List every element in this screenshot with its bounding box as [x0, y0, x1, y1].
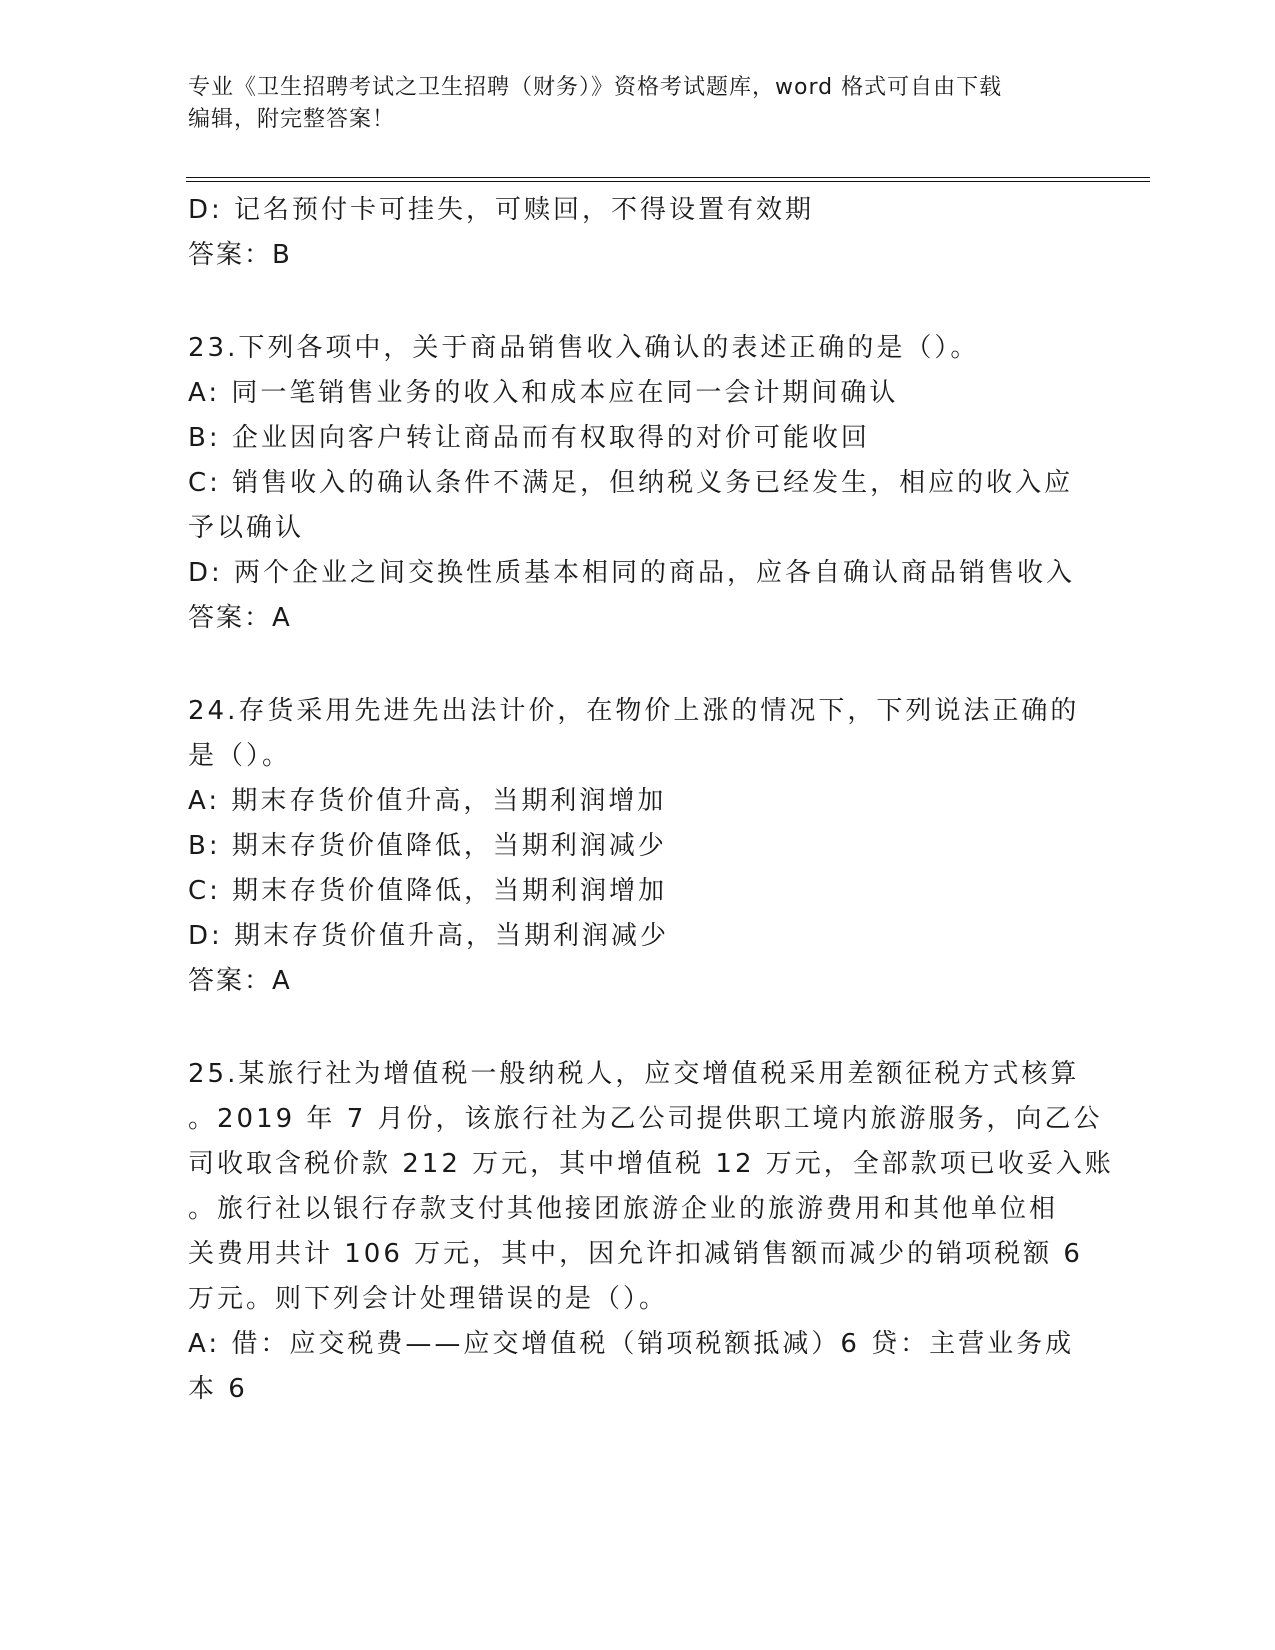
spacer	[188, 641, 1068, 689]
option-d: D: 两个企业之间交换性质基本相同的商品，应各自确认商品销售收入	[188, 558, 1076, 588]
question-stem-continued: 是（）。	[188, 741, 292, 771]
option-c: C: 销售收入的确认条件不满足，但纳税义务已经发生，相应的收入应	[188, 468, 1074, 498]
spacer	[188, 278, 1068, 326]
option-a: A: 借：应交税费——应交增值税（销项税额抵减）6 贷：主营业务成	[188, 1329, 1075, 1359]
question-stem-continued: 关费用共计 106 万元，其中，因允许扣减销售额而减少的销项税额 6	[188, 1239, 1083, 1269]
header-rule-bottom	[186, 181, 1150, 182]
option-a: A: 期末存货价值升高，当期利润增加	[188, 786, 667, 816]
question-stem-continued: 万元。则下列会计处理错误的是（）。	[188, 1284, 669, 1314]
question-stem: 25.某旅行社为增值税一般纳税人，应交增值税采用差额征税方式核算	[188, 1059, 1080, 1089]
question-25	[188, 1052, 1114, 1412]
option-b: B: 企业因向客户转让商品而有权取得的对价可能收回	[188, 423, 870, 453]
option-a-continued: 本 6	[188, 1374, 248, 1404]
question-stem-continued: 。2019 年 7 月份，该旅行社为乙公司提供职工境内旅游服务，向乙公	[188, 1104, 1103, 1134]
option-d-q22: D: 记名预付卡可挂失，可赎回，不得设置有效期	[188, 195, 815, 225]
option-c: C: 期末存货价值降低，当期利润增加	[188, 876, 668, 906]
option-a: A: 同一笔销售业务的收入和成本应在同一会计期间确认	[188, 378, 899, 408]
answer-q22: 答案：B	[188, 240, 292, 270]
question-stem: 23.下列各项中，关于商品销售收入确认的表述正确的是（）。	[188, 333, 980, 363]
answer: 答案：A	[188, 966, 292, 996]
option-b: B: 期末存货价值降低，当期利润减少	[188, 831, 667, 861]
question-stem: 24.存货采用先进先出法计价，在物价上涨的情况下，下列说法正确的	[188, 696, 1080, 726]
spacer	[188, 1004, 1068, 1052]
header-line-2: 编辑，附完整答案！	[188, 107, 396, 132]
question-stem-continued: 。旅行社以银行存款支付其他接团旅游企业的旅游费用和其他单位相	[188, 1194, 1059, 1224]
option-c-continued: 予以确认	[188, 513, 305, 543]
option-d: D: 期末存货价值升高，当期利润减少	[188, 921, 670, 951]
header-line-1: 专业《卫生招聘考试之卫生招聘（财务）》资格考试题库，word 格式可自由下载	[188, 75, 1003, 100]
question-24	[188, 689, 1080, 1004]
question-23	[188, 326, 1076, 641]
question-content	[188, 188, 1114, 1412]
header-rule-top	[186, 177, 1150, 178]
document-header	[188, 72, 1068, 136]
answer: 答案：A	[188, 603, 292, 633]
question-stem-continued: 司收取含税价款 212 万元，其中增值税 12 万元，全部款项已收妥入账	[188, 1149, 1114, 1179]
